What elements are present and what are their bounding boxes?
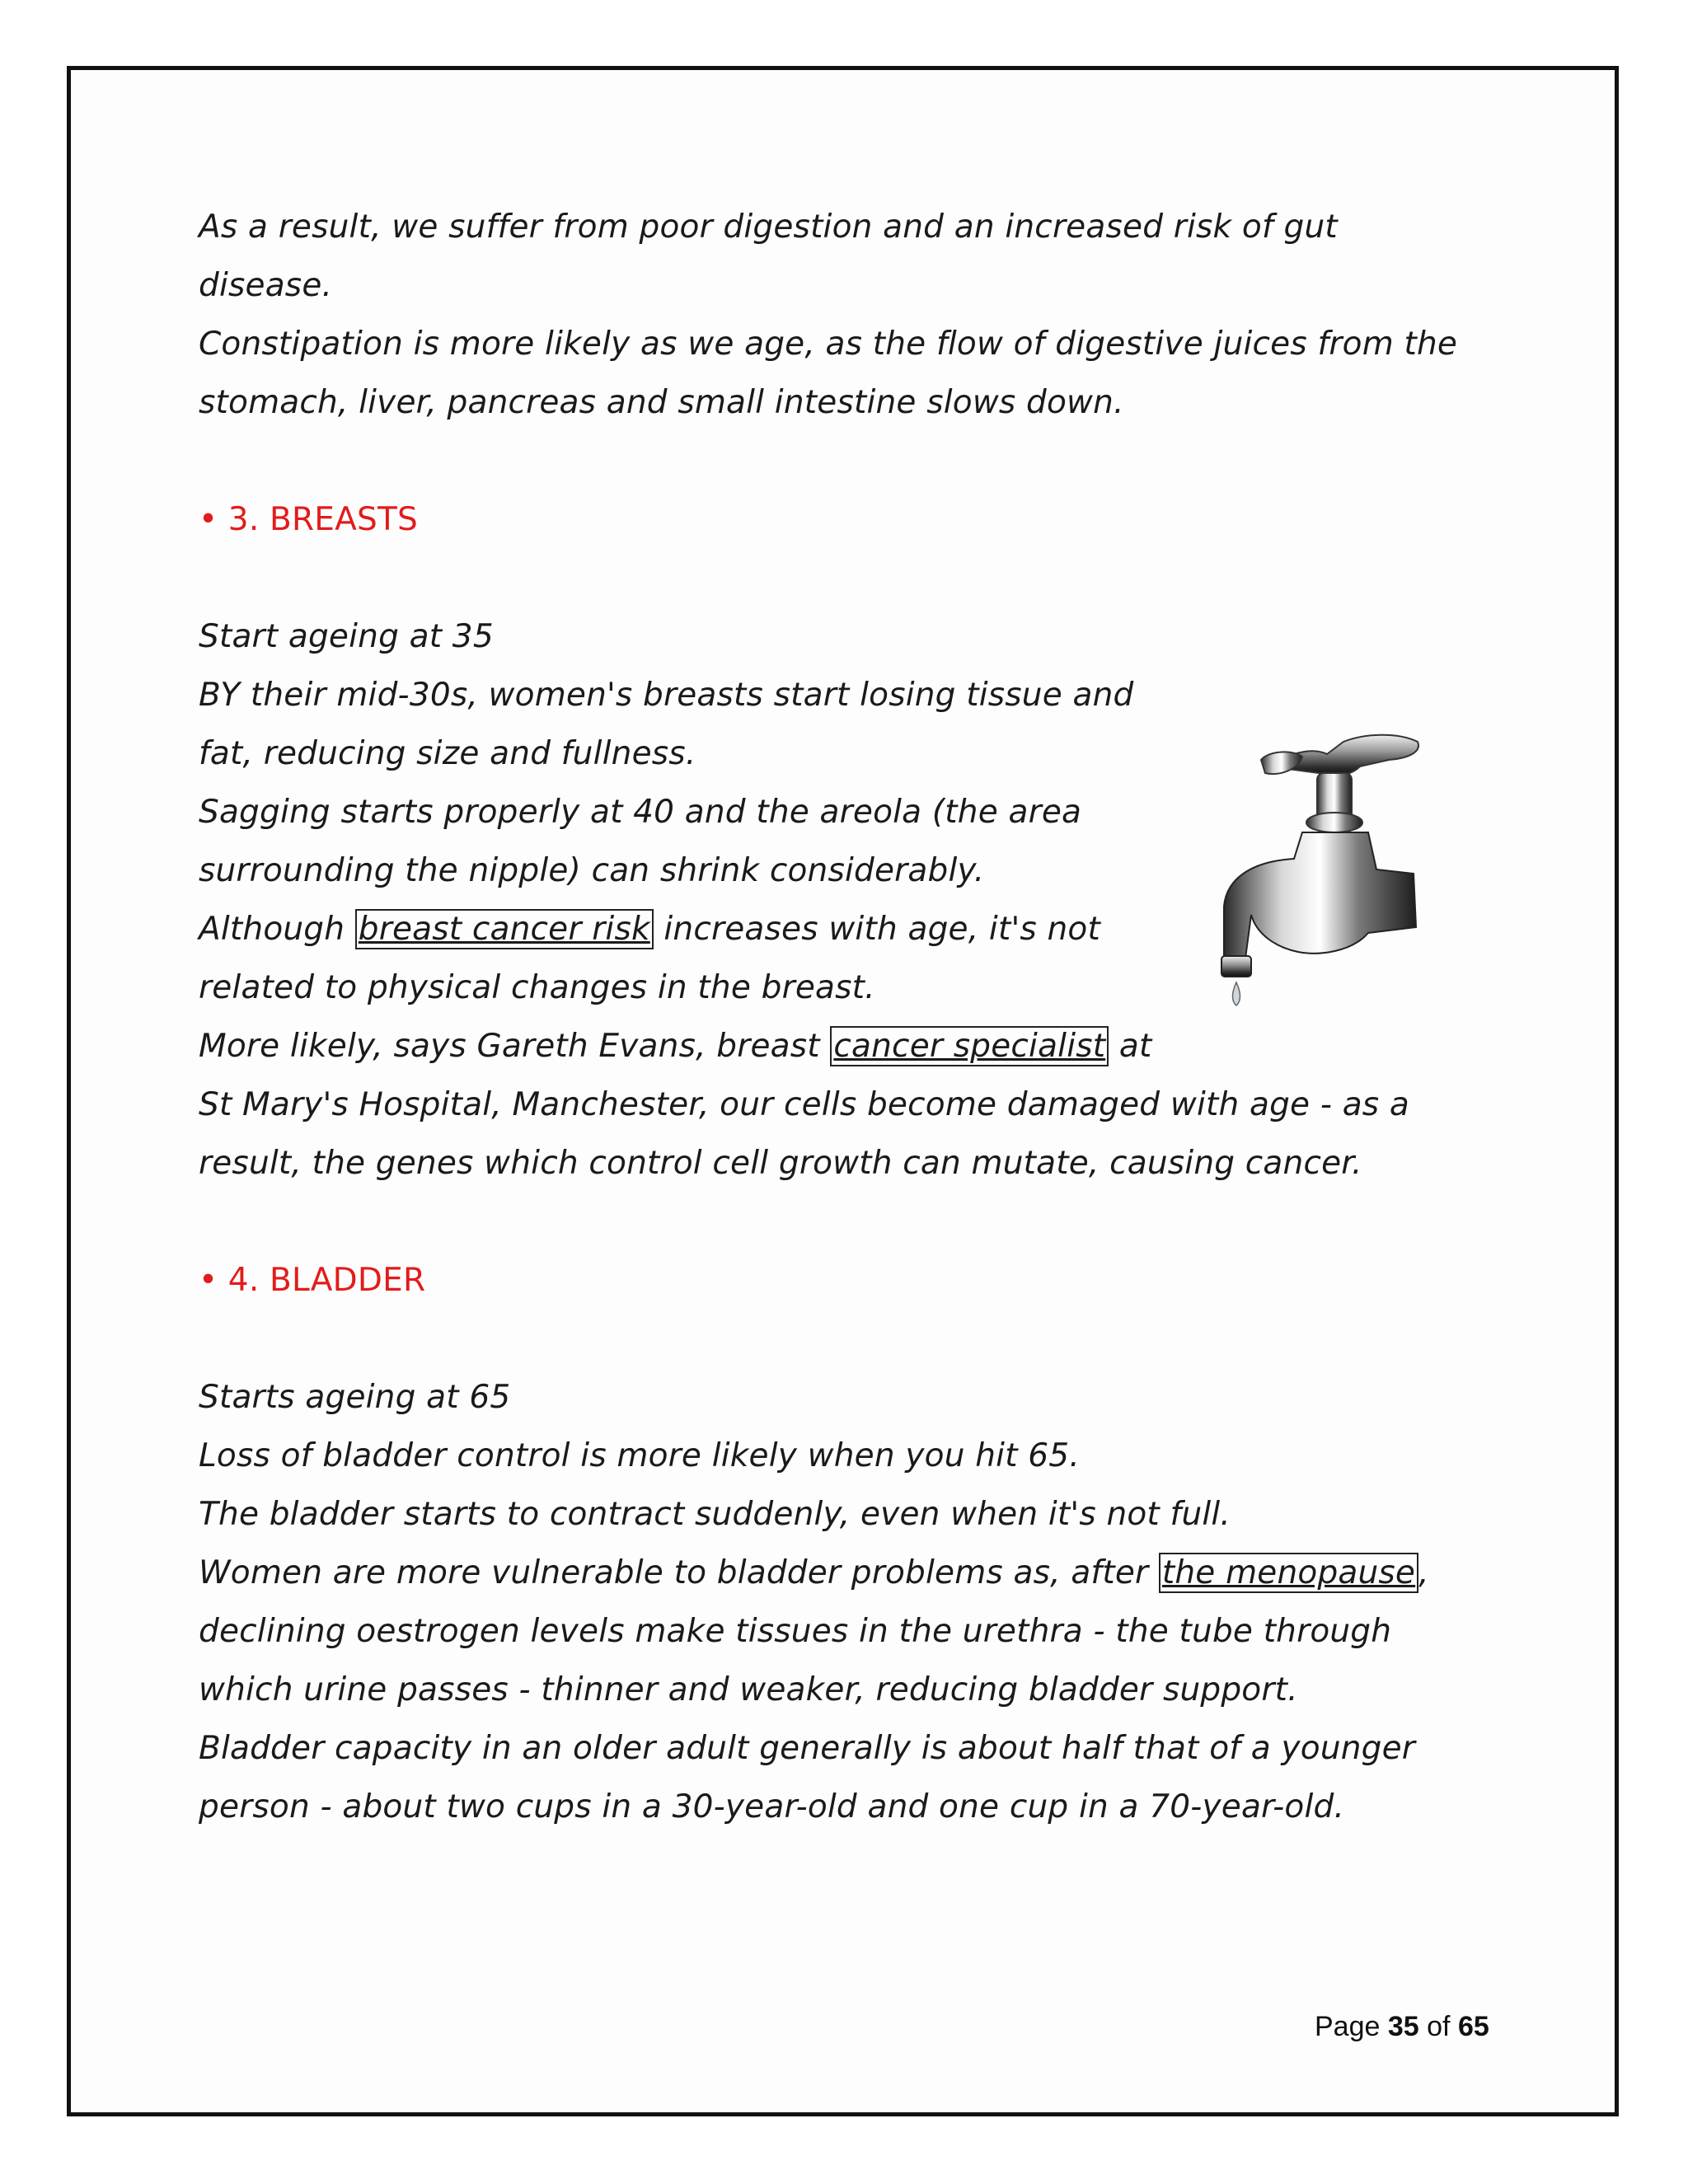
spacer: [199, 1310, 1534, 1368]
paragraph-line: disease.: [199, 267, 333, 304]
text-run: More likely, says Gareth Evans, breast: [199, 1028, 831, 1065]
page-number: [1315, 2011, 1489, 2043]
text-run: Women are more vulnerable to bladder problems as, after: [199, 1554, 1159, 1591]
paragraph-line: [199, 1544, 1534, 1602]
text-run: Although: [199, 911, 355, 948]
section-heading-bladder: • 4. BLADDER: [199, 1262, 426, 1299]
menopause-link[interactable]: the menopause: [1159, 1553, 1418, 1593]
section-subhead-bladder: Starts ageing at 65: [199, 1379, 511, 1416]
section-heading-breasts: • 3. BREASTS: [199, 501, 418, 538]
paragraph-line: The bladder starts to contract suddenly, even when it's not full.: [199, 1496, 1231, 1533]
breast-cancer-risk-link[interactable]: breast cancer risk: [355, 909, 654, 949]
paragraph-line: declining oestrogen levels make tissues in the urethra - the tube through: [199, 1613, 1392, 1650]
paragraph-line: Constipation is more likely as we age, as the flow of digestive juices from the: [199, 326, 1458, 363]
spacer: [199, 1193, 1534, 1251]
paragraph-line: related to physical changes in the breast.: [199, 969, 875, 1006]
text-run: ,: [1418, 1554, 1429, 1591]
tap-icon: [1220, 717, 1434, 1014]
paragraph-line: stomach, liver, pancreas and small intestine slows down.: [199, 384, 1124, 421]
text-run: at: [1109, 1028, 1152, 1065]
paragraph-line: which urine passes - thinner and weaker, reducing bladder support.: [199, 1671, 1298, 1708]
current-page: 35: [1387, 2011, 1419, 2042]
paragraph-line: person - about two cups in a 30-year-old and one cup in a 70-year-old.: [199, 1788, 1345, 1825]
paragraph-line: As a result, we suffer from poor digestion and an increased risk of gut: [199, 209, 1338, 246]
cancer-specialist-link[interactable]: cancer specialist: [830, 1026, 1109, 1066]
paragraph-line: [199, 1017, 1534, 1076]
document-body: [199, 198, 1534, 1836]
paragraph-line: fat, reducing size and fullness.: [199, 735, 696, 772]
spacer: [199, 432, 1534, 490]
page-of-label: of: [1418, 2011, 1458, 2042]
spacer: [199, 549, 1534, 607]
paragraph-line: Sagging starts properly at 40 and the areola (the area: [199, 794, 1082, 831]
paragraph-line: Loss of bladder control is more likely when you hit 65.: [199, 1437, 1080, 1474]
paragraph-line: St Mary's Hospital, Manchester, our cells become damaged with age - as a: [199, 1086, 1410, 1123]
paragraph-line: Bladder capacity in an older adult generally is about half that of a younger: [199, 1730, 1416, 1767]
paragraph-line: surrounding the nipple) can shrink considerably.: [199, 852, 985, 889]
page-label: Page: [1315, 2011, 1388, 2042]
paragraph-line: BY their mid-30s, women's breasts start losing tissue and: [199, 677, 1134, 714]
text-run: increases with age, it's not: [653, 911, 1100, 948]
paragraph-line: result, the genes which control cell growth can mutate, causing cancer.: [199, 1145, 1362, 1182]
section-subhead-breasts: Start ageing at 35: [199, 618, 494, 655]
total-pages: 65: [1457, 2011, 1489, 2042]
